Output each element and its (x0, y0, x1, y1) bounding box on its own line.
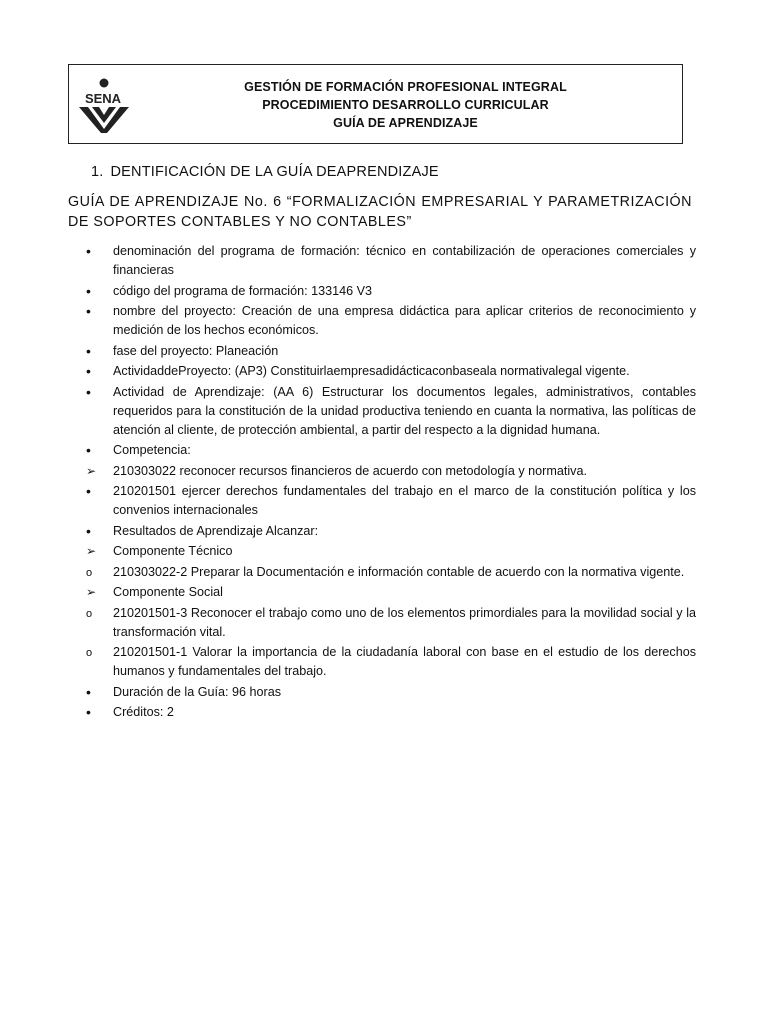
section-number: 1. (91, 164, 104, 180)
list-item (86, 383, 696, 440)
list-item (86, 643, 696, 681)
list-item-text: 210201501 ejercer derechos fundamentales del trabajo en el marco de la constitución política y los convenios internacionales (113, 484, 696, 517)
logo-text: SENA (84, 91, 122, 106)
section-title: DENTIFICACIÓN DE LA GUÍA DEAPRENDIZAJE (110, 164, 439, 180)
list-item-text: 210201501-3 Reconocer el trabajo como uno de los elementos primordiales para la movilidad social y la transformación vital. (113, 605, 696, 639)
circle-marker-icon (86, 604, 104, 624)
list-item (86, 362, 696, 381)
list-item-text: 210201501-1 Valorar la importancia de la ciudadanía laboral con base en el estudio de los derechos humanos y fundamentales del trabajo. (113, 645, 696, 678)
list-item-text: nombre del proyecto: Creación de una empresa didáctica para aplicar criterios de reconocimiento y medición de los hechos económicos. (113, 304, 696, 337)
guide-title: GUÍA DE APRENDIZAJE No. 6 “FORMALIZACIÓN EMPRESARIAL Y PARAMETRIZACIÓN DE SOPORTES CONTABLES Y NO CONTABLES” (68, 194, 692, 230)
list-item (86, 441, 696, 460)
list-item-text: Componente Técnico (113, 544, 233, 558)
bullet-marker-icon (86, 342, 104, 362)
document-header (68, 64, 683, 144)
bullet-marker-icon (86, 302, 104, 322)
list-item (86, 242, 696, 280)
header-text (139, 78, 672, 132)
bullet-marker-icon (86, 683, 104, 703)
bullet-marker-icon (86, 522, 104, 542)
list-item-text: 210303022 reconocer recursos financieros de acuerdo con metodología y normativa. (113, 463, 587, 478)
header-line-2: PROCEDIMIENTO DESARROLLO CURRICULAR (262, 98, 549, 112)
bullet-marker-icon (86, 362, 104, 382)
list-item-text: fase del proyecto: Planeación (113, 343, 279, 358)
list-item (86, 563, 696, 582)
list-item-text: Competencia: (113, 443, 191, 457)
bullet-marker-icon (86, 282, 104, 302)
list-item (86, 542, 696, 561)
list-item (86, 282, 696, 301)
section-heading (91, 164, 439, 180)
list-item-text: Resultados de Aprendizaje Alcanzar: (113, 523, 319, 538)
sena-logo (75, 77, 133, 133)
list-item-text: código del programa de formación: 133146 V3 (113, 283, 373, 298)
circle-marker-icon (86, 563, 104, 583)
list-item-text: ActividaddeProyecto: (AP3) Constituirlaempresadidácticaconbaseala normativalegal vigente. (113, 364, 630, 378)
bullet-marker-icon (86, 441, 104, 461)
list-item-text: 210303022-2 Preparar la Documentación e información contable de acuerdo con la normativa vigente. (113, 564, 685, 579)
header-line-1: GESTIÓN DE FORMACIÓN PROFESIONAL INTEGRAL (244, 80, 567, 94)
arrow-marker-icon (86, 542, 104, 561)
list-item (86, 342, 696, 361)
bullet-marker-icon (86, 383, 104, 403)
list-item (86, 683, 696, 702)
bullet-marker-icon (86, 242, 104, 262)
list-item (86, 482, 696, 520)
list-item (86, 583, 696, 602)
list-item-text: Actividad de Aprendizaje: (AA 6) Estructurar los documentos legales, administrativos, contables requeridos para la constitución de la unidad productiva teniendo en cuanta la normativa, las políticas de atención al cliente, de protección ambiental, a partir del respecto a la dignidad humana. (113, 384, 696, 437)
arrow-marker-icon (86, 583, 104, 602)
list-item-text: denominación del programa de formación: técnico en contabilización de operaciones comerciales y financieras (113, 244, 696, 277)
bullet-marker-icon (86, 482, 104, 502)
circle-marker-icon (86, 643, 104, 663)
arrow-marker-icon (86, 462, 104, 481)
bullet-marker-icon (86, 703, 104, 723)
list-item-text: Duración de la Guía: 96 horas (113, 684, 282, 699)
list-item (86, 462, 696, 481)
list-item-text: Créditos: 2 (113, 705, 174, 719)
list-item (86, 604, 696, 642)
list-item (86, 703, 696, 722)
guide-details-list (86, 242, 696, 724)
list-item (86, 522, 696, 541)
list-item-text: Componente Social (113, 585, 223, 599)
header-line-3: GUÍA DE APRENDIZAJE (333, 116, 478, 130)
list-item (86, 302, 696, 340)
